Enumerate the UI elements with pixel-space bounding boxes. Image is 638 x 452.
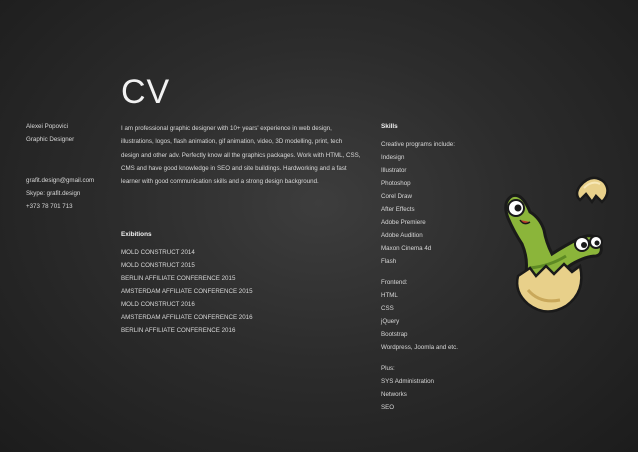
exhibition-item: BERLIN AFFILIATE CONFERENCE 2015	[121, 275, 236, 283]
exhibition-item: MOLD CONSTRUCT 2015	[121, 262, 195, 270]
skill-item: Bootstrap	[381, 331, 408, 339]
egg-shell-bottom-icon	[517, 264, 581, 312]
mascot-illustration	[500, 172, 620, 332]
skill-item: Illustrator	[381, 167, 407, 175]
skill-item: SEO	[381, 404, 395, 412]
skill-item: Adobe Premiere	[381, 219, 426, 227]
skill-item: jQuery	[381, 318, 400, 326]
exhibitions-section	[121, 229, 253, 338]
skills-section	[381, 121, 458, 415]
contact-phone: +373 78 701 713	[26, 203, 73, 210]
skill-item: Indesign	[381, 154, 405, 162]
contact-email[interactable]: grafit.design@gmail.com	[26, 177, 95, 184]
skill-item: Networks	[381, 391, 407, 399]
skill-item: After Effects	[381, 206, 415, 214]
contact-column	[26, 121, 94, 214]
skill-item: Maxon Cinema 4d	[381, 245, 432, 253]
skill-item: HTML	[381, 292, 398, 300]
exhibition-item: MOLD CONSTRUCT 2014	[121, 249, 195, 257]
frontend-intro: Frontend:	[381, 279, 408, 287]
skill-item: Adobe Audition	[381, 232, 423, 240]
skill-item: Photoshop	[381, 180, 411, 188]
plus-intro: Plus:	[381, 365, 395, 373]
mascot-icon	[500, 172, 620, 332]
creative-intro: Creative programs include:	[381, 141, 455, 149]
exhibition-item: AMSTERDAM AFFILIATE CONFERENCE 2015	[121, 288, 253, 296]
page-title: CV	[121, 73, 171, 111]
skill-item: SYS Administration	[381, 378, 434, 386]
creature-body-icon	[506, 195, 602, 281]
skill-item: Corel Draw	[381, 193, 412, 201]
contact-skype: Skype: grafit.design	[26, 190, 81, 197]
exhibitions-heading: Exibitions	[121, 231, 152, 238]
exhibition-item: MOLD CONSTRUCT 2016	[121, 301, 195, 309]
skill-item: Flash	[381, 258, 397, 266]
skill-item: Wordpress, Joomla and etc.	[381, 344, 458, 352]
bio-section	[121, 122, 361, 188]
contact-role: Graphic Designer	[26, 136, 75, 143]
exhibition-item: AMSTERDAM AFFILIATE CONFERENCE 2016	[121, 314, 253, 322]
skill-item: CSS	[381, 305, 394, 313]
bio-paragraph: I am professional graphic designer with 10+ years' experience in web design, illustrations, logos, flash animation, gif animation, video, 3D modelling, print, tech design and other adv. Perfectly know all the graphics packages. Work with HTML, CSS, CMS and have good knowledge in SEO and site buildings. Hardworking and a fast learner with good communication skills and a strong design background.	[121, 125, 361, 186]
exhibition-item: BERLIN AFFILIATE CONFERENCE 2016	[121, 327, 236, 335]
skills-heading: Skills	[381, 123, 398, 130]
contact-name: Alexei Popovici	[26, 123, 68, 130]
egg-shell-top-icon	[577, 178, 608, 202]
